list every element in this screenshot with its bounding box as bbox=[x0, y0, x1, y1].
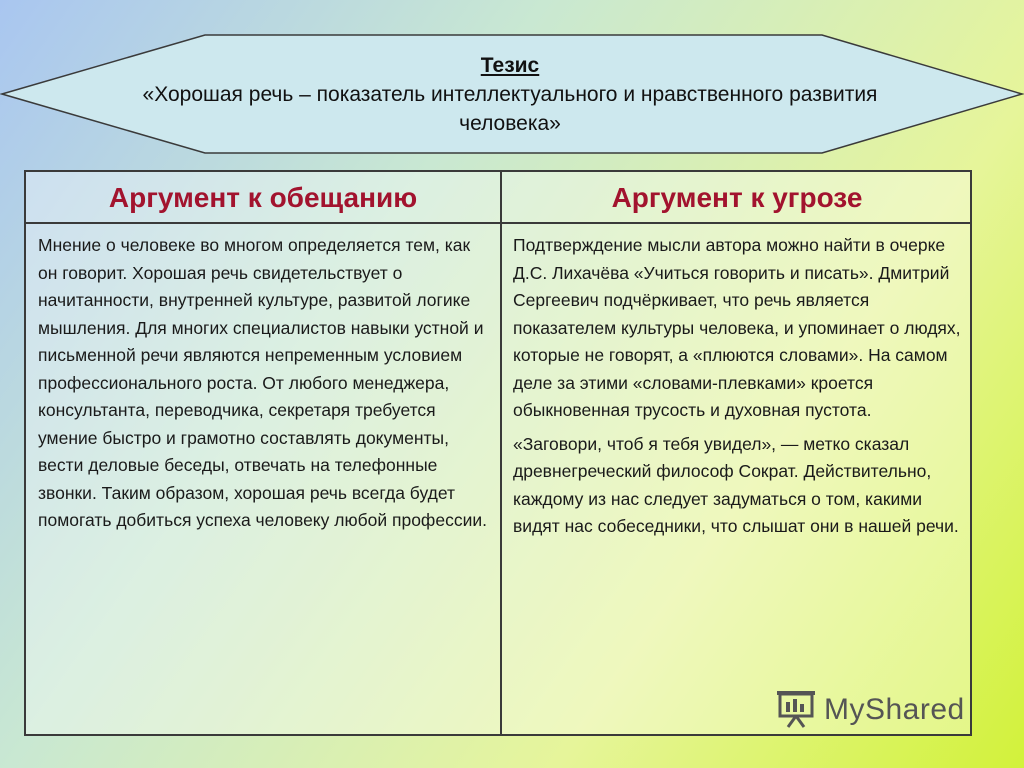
column-divider bbox=[500, 172, 502, 734]
header-argument-promise: Аргумент к обещанию bbox=[108, 182, 418, 213]
thesis-banner bbox=[0, 33, 1024, 155]
watermark bbox=[776, 688, 965, 732]
argument-threat-paragraph-1: Подтверждение мысли автора можно найти в очерке Д.С. Лихачёва «Учиться говорить и писать». Дмитрий Сергеевич подчёркивает, что речь является показателем культуры человека, и упоминает о людях, которые не говорят, а «плюются словами». На самом деле за этими «словами-плевками» кроется обыкновенная трусость и духовная пустота. bbox=[513, 235, 961, 420]
thesis-text-block bbox=[110, 51, 910, 138]
arguments-table bbox=[24, 170, 972, 736]
thesis-title: Тезис bbox=[480, 54, 540, 77]
argument-promise-text: Мнение о человеке во многом определяется тем, как он говорит. Хорошая речь свидетельствует о начитанности, внутренней культуре, развитой логике мышления. Для многих специалистов навыки устной и письменной речи являются непременным условием профессионального роста. От любого менеджера, консультанта, переводчика, секретаря требуется умение быстро и грамотно составлять документы, вести деловые беседы, отвечать на телефонные звонки. Таким образом, хорошая речь всегда будет помогать добиться успеха человеку любой профессии. bbox=[38, 235, 487, 530]
thesis-statement: «Хорошая речь – показатель интеллектуального и нравственного развития человека» bbox=[142, 83, 878, 135]
cell-argument-threat bbox=[513, 232, 965, 547]
presentation-board-icon bbox=[776, 690, 816, 730]
cell-argument-promise bbox=[38, 232, 494, 541]
header-argument-threat: Аргумент к угрозе bbox=[611, 182, 863, 213]
argument-threat-paragraph-2: «Заговори, чтоб я тебя увидел», — метко сказал древнегреческий философ Сократ. Действительно, каждому из нас следует задуматься о том, какими видят нас собеседники, что слышат они в нашей речи. bbox=[513, 433, 959, 536]
watermark-text: MyShared bbox=[824, 693, 965, 726]
